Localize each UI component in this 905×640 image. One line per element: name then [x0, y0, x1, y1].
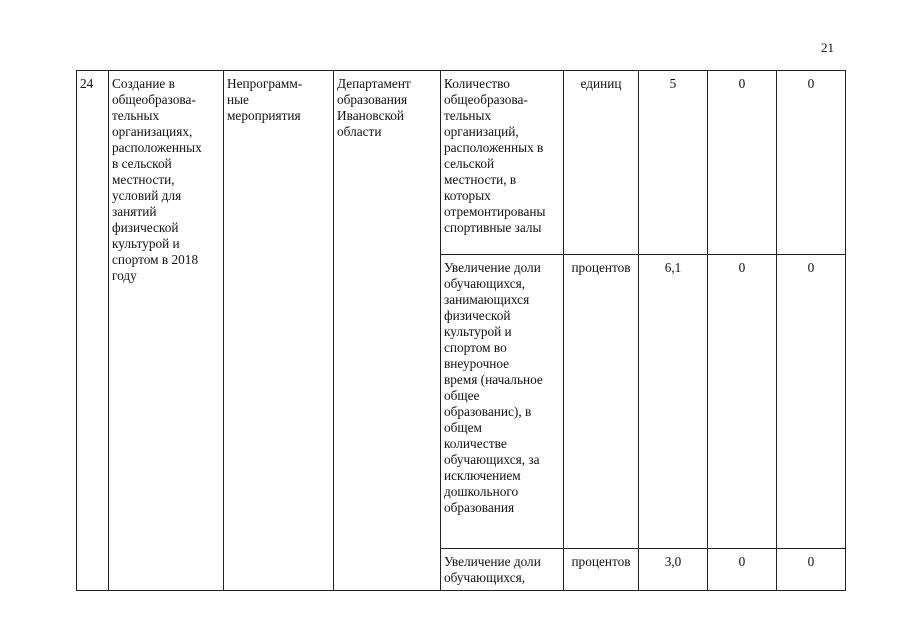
indicator-value-3: 0 — [777, 255, 846, 549]
indicator-value-2: 0 — [708, 549, 777, 591]
indicator-text: Увеличение доли обучающихся, — [441, 549, 564, 591]
indicator-value-1: 6,1 — [639, 255, 708, 549]
indicator-value-1: 5 — [639, 71, 708, 255]
indicator-value-2: 0 — [708, 71, 777, 255]
indicator-value-3: 0 — [777, 549, 846, 591]
table-row — [77, 71, 846, 255]
indicator-text: Количество общеобразова- тельных организаций, расположенных в сельской местности, в которых отремонтированы спортивные залы — [441, 71, 564, 255]
indicator-value-3: 0 — [777, 71, 846, 255]
indicator-unit: единиц — [564, 71, 639, 255]
row-number: 24 — [77, 71, 109, 591]
indicator-value-2: 0 — [708, 255, 777, 549]
responsible-executor: Департамент образования Ивановской области — [334, 71, 441, 591]
program-table — [76, 70, 846, 591]
program-name: Непрограмм- ные мероприятия — [224, 71, 334, 591]
indicator-text: Увеличение доли обучающихся, занимающихся физической культурой и спортом во внеурочное время (начальное общее образованис), в общем количестве обучающихся, за исключением дошкольного образования — [441, 255, 564, 549]
activity-name: Создание в общеобразова- тельных организациях, расположенных в сельской местности, условий для занятий физической культурой и спортом в 2018 году — [109, 71, 224, 591]
indicator-unit: процентов — [564, 549, 639, 591]
indicator-unit: процентов — [564, 255, 639, 549]
indicator-value-1: 3,0 — [639, 549, 708, 591]
page-number: 21 — [821, 40, 834, 55]
